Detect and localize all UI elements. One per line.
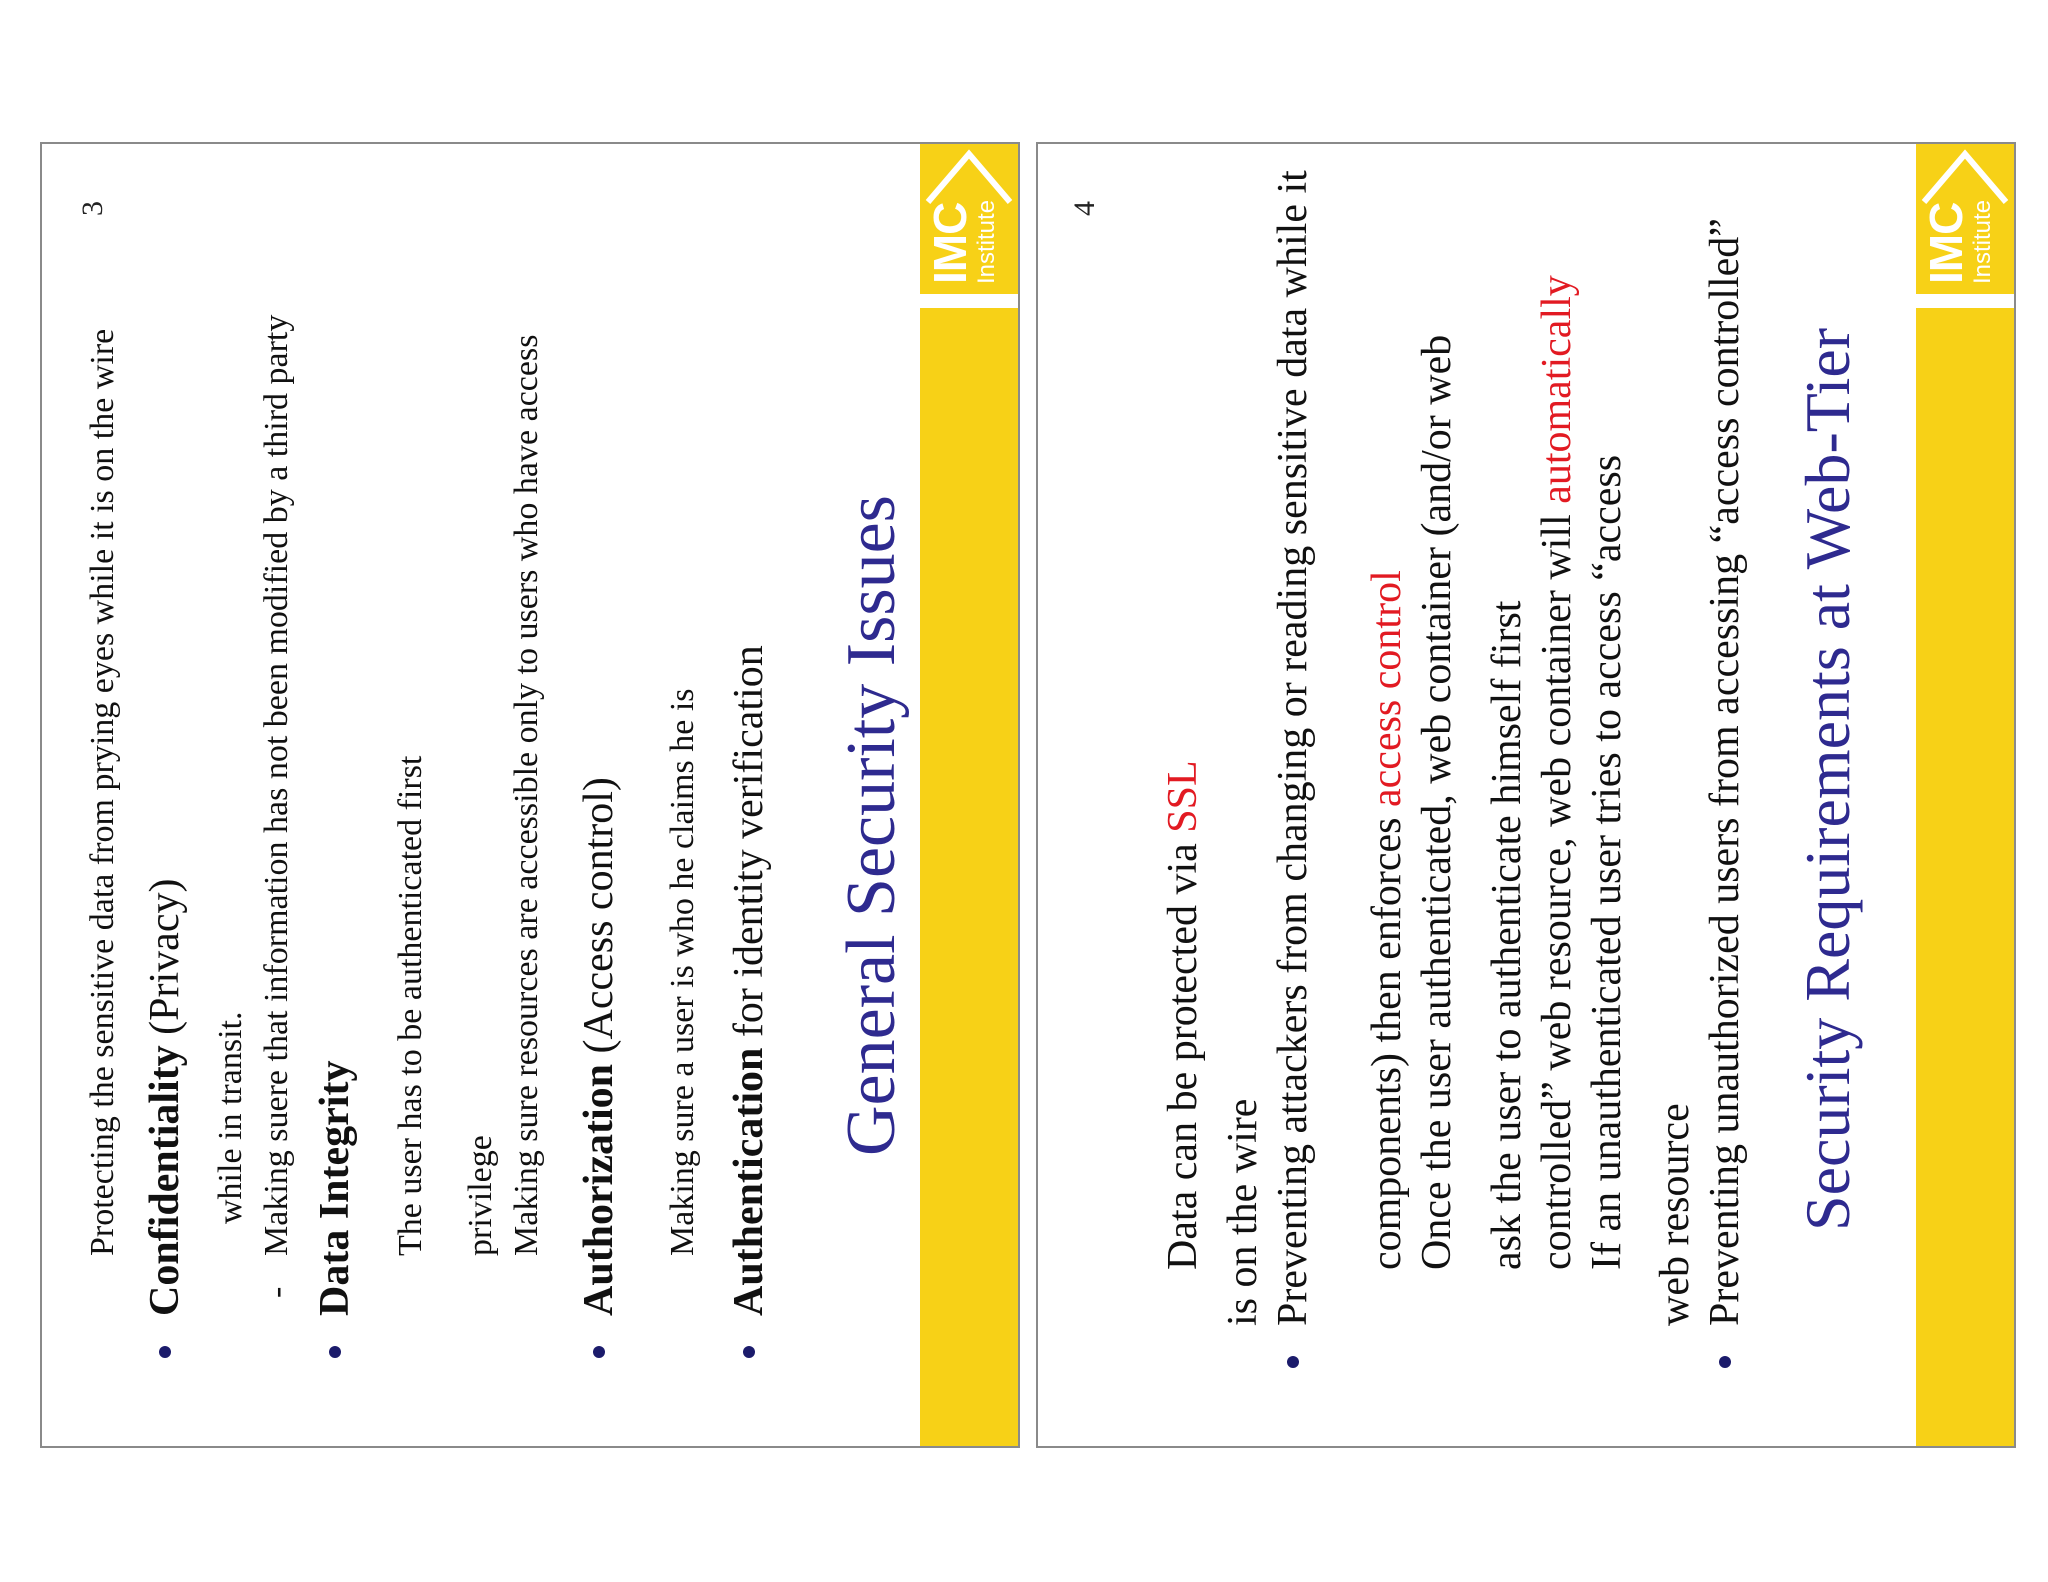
highlight-access-control: access control (1364, 570, 1410, 807)
accent-bar (1916, 144, 2014, 1446)
bullet-data-integrity: Data Integrity (312, 1060, 358, 1316)
authorization-desc-3: The user has to be authenticated first (392, 755, 429, 1256)
logo-chevron-icon (1920, 148, 2010, 206)
bullet (593, 1346, 605, 1358)
slide-title: General Security Issues (833, 495, 910, 1156)
point-1-sub-1-line-3: ask the user to authenticate himself first (1484, 600, 1530, 1270)
confidentiality-desc: Protecting the sensitive data from prying eyes while it is on the wire (84, 328, 121, 1256)
point-1-sub-2-line-2: components) then enforces access control (1364, 570, 1410, 1270)
logo-imc-text: IMC (924, 202, 976, 284)
authentication-desc: Making sure a user is who he claims he is (664, 688, 701, 1256)
slide-title: Security Requirements at Web-Tier (1792, 327, 1863, 1231)
page-number: 3 (76, 201, 109, 216)
bullet (1719, 1356, 1731, 1368)
point-1-sub-2-line-1: Once the user authenticated, web container (and/or web (1414, 334, 1460, 1270)
slide-3-content (42, 144, 1018, 1446)
point-1-line-2: web resource (1652, 1103, 1698, 1326)
authorization-desc-2: privilege (462, 1135, 499, 1256)
logo-institute-text: Institute (973, 199, 1000, 284)
logo-imc-text: IMC (1920, 202, 1972, 284)
slide-4-content (1038, 144, 2014, 1446)
logo-chevron-icon (924, 148, 1014, 206)
slide-3 (40, 142, 1020, 1448)
point-2-sub: Data can be protected via SSL (1160, 760, 1206, 1270)
integrity-dash: - (258, 1286, 295, 1298)
bullet (743, 1346, 755, 1358)
integrity-desc-1: Making suere that information has not been modified by a third party (258, 314, 295, 1256)
bullet (1287, 1356, 1299, 1368)
page-number: 4 (1068, 201, 1101, 216)
point-1-sub-1-line-1: If an unauthenticated user tries to access “access (1584, 454, 1630, 1270)
accent-bar (920, 144, 1018, 1446)
bullet (329, 1346, 341, 1358)
slide-4 (1036, 142, 2016, 1448)
imc-logo (920, 144, 1018, 294)
imc-logo (1916, 144, 2014, 294)
bullet-confidentiality: Confidentiality (Privacy) (142, 878, 188, 1316)
bullet-authentication: Authentication for identity verification (726, 645, 772, 1316)
bullet-authorization: Authorization (Access control) (576, 777, 622, 1316)
point-1-line-1: Preventing unauthorized users from accessing “access controlled” (1702, 218, 1748, 1326)
highlight-automatically: automatically (1534, 275, 1580, 504)
logo-institute-text: Institute (1969, 199, 1996, 284)
bullet (159, 1346, 171, 1358)
authorization-desc-1: Making sure resources are accessible only to users who have access (508, 334, 545, 1256)
point-1-sub-1-line-2: controlled” web resource, web container will automatically (1534, 275, 1580, 1270)
point-2-line-2: is on the wire (1220, 1098, 1266, 1326)
highlight-ssl: SSL (1160, 760, 1206, 833)
point-2-line-1: Preventing attackers from changing or reading sensitive data while it (1270, 170, 1316, 1326)
integrity-desc-2: while in transit. (212, 1011, 249, 1224)
